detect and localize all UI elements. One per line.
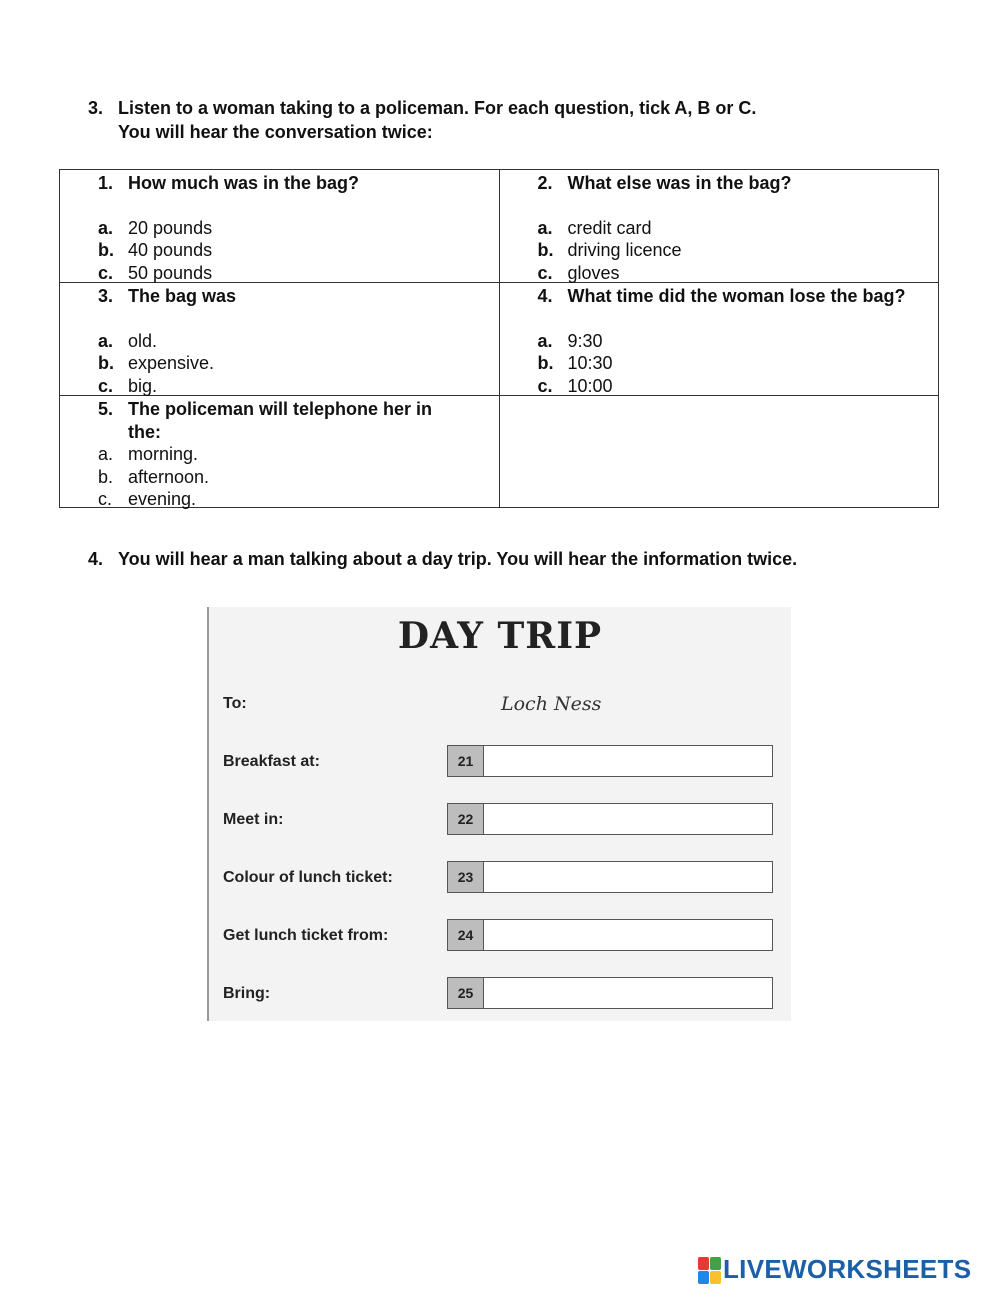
- question-4-title: 4. What time did the woman lose the bag?: [537, 286, 906, 306]
- question-1-option-b[interactable]: b. 40 pounds: [98, 240, 213, 260]
- question-4-option-a[interactable]: a. 9:30: [537, 330, 603, 351]
- question-1-option-c[interactable]: c. 50 pounds: [98, 262, 213, 283]
- logo-block-blue: [698, 1271, 709, 1284]
- question-2-cell: [499, 170, 939, 283]
- question-2-option-a[interactable]: a. credit card: [537, 217, 652, 238]
- question-5-option-c[interactable]: c. evening.: [98, 489, 197, 509]
- lunch-ticket-colour-label: Colour of lunch ticket:: [223, 869, 393, 886]
- section-3-line-1: Listen to a woman taking to a policeman. For each question, tick A, B or C.: [118, 98, 757, 118]
- question-4-option-c[interactable]: c. 10:00: [537, 375, 613, 396]
- logo-block-green: [710, 1257, 721, 1270]
- question-2-option-b[interactable]: b. driving licence: [537, 240, 682, 260]
- section-3-line-2: You will hear the conversation twice:: [118, 122, 433, 142]
- question-4-cell: [499, 283, 939, 396]
- day-trip-title: DAY TRIP: [397, 615, 603, 657]
- to-label: To:: [223, 695, 247, 712]
- questions-table: [59, 169, 939, 508]
- section-4-number: 4.: [88, 549, 104, 569]
- section-4-instructions: [88, 547, 797, 571]
- field-number-24: 24: [448, 920, 484, 950]
- logo-text: LIVEWORKSHEETS: [723, 1254, 972, 1284]
- answer-field-22[interactable]: [447, 803, 773, 835]
- field-number-22: 22: [448, 804, 484, 834]
- question-5-title: 5. The policeman will telephone her in the:: [98, 399, 433, 442]
- question-1-cell: [60, 170, 500, 283]
- question-3-option-b[interactable]: b. expensive.: [98, 353, 215, 373]
- breakfast-label: Breakfast at:: [223, 753, 320, 770]
- question-3-title: 3. The bag was: [98, 286, 237, 306]
- liveworksheets-logo: [698, 1254, 971, 1285]
- question-3-option-a[interactable]: a. old.: [98, 330, 158, 351]
- logo-block-red: [698, 1257, 709, 1270]
- answer-field-24[interactable]: [447, 919, 773, 951]
- meet-in-label: Meet in:: [223, 811, 284, 828]
- question-3-cell: [60, 283, 500, 396]
- field-number-23: 23: [448, 862, 484, 892]
- answer-field-21[interactable]: [447, 745, 773, 777]
- answer-field-25[interactable]: [447, 977, 773, 1009]
- bring-label: Bring:: [223, 985, 271, 1002]
- question-3-option-c[interactable]: c. big.: [98, 375, 158, 396]
- day-trip-form: [207, 607, 791, 1021]
- answer-field-23[interactable]: [447, 861, 773, 893]
- field-number-25: 25: [448, 978, 484, 1008]
- section-3-instructions: [88, 96, 756, 144]
- logo-block-yellow: [710, 1271, 721, 1284]
- question-5-option-a[interactable]: a. morning.: [98, 444, 199, 464]
- section-4-line-1: You will hear a man talking about a day trip. You will hear the information twice.: [118, 549, 798, 569]
- question-1-option-a[interactable]: a. 20 pounds: [98, 217, 213, 238]
- empty-cell: [499, 396, 939, 508]
- lunch-ticket-from-label: Get lunch ticket from:: [223, 927, 389, 944]
- to-value: Loch Ness: [501, 693, 602, 715]
- section-3-number: 3.: [88, 98, 104, 118]
- question-5-cell: [60, 396, 500, 508]
- question-2-option-c[interactable]: c. gloves: [537, 262, 620, 283]
- field-number-21: 21: [448, 746, 484, 776]
- question-4-option-b[interactable]: b. 10:30: [537, 353, 613, 373]
- logo-blocks-icon: [698, 1257, 720, 1283]
- question-5-option-b[interactable]: b. afternoon.: [98, 466, 210, 487]
- question-2-title: 2. What else was in the bag?: [537, 173, 792, 193]
- question-1-title: 1. How much was in the bag?: [98, 173, 360, 193]
